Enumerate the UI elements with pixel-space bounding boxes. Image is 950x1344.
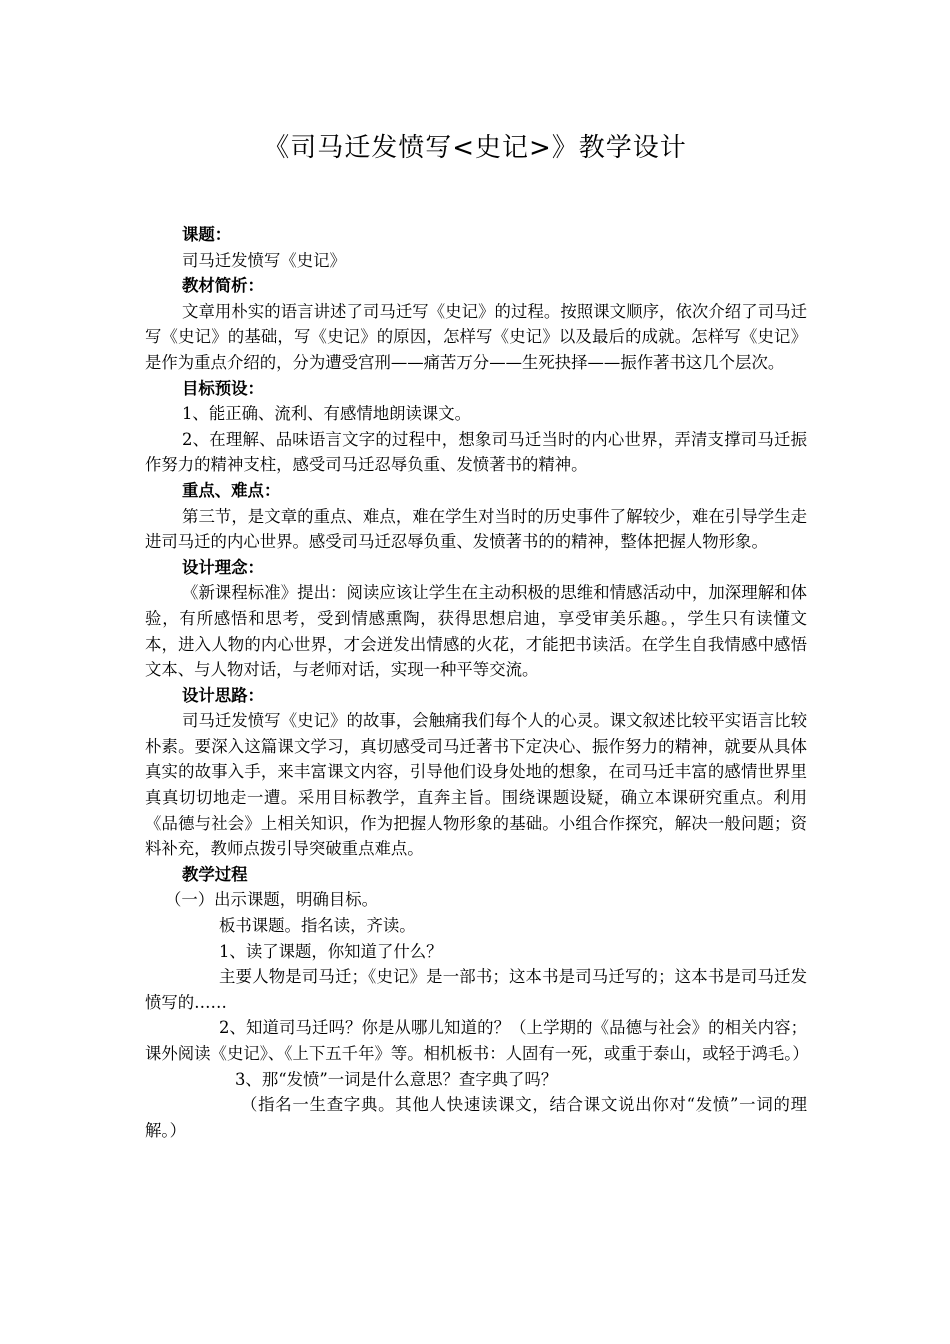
topic-heading: 课题： — [182, 225, 232, 244]
question-2: 2、知道司马迁吗？你是从哪儿知道的？（上学期的《品德与社会》的相关内容；课外阅读《史记》、《上下五千年》等。相机板书：人固有一死，或重于泰山，或轻于鸿毛。） — [145, 1018, 809, 1063]
goal-2: 2、在理解、品味语言文字的过程中，想象司马迁当时的内心世界，弄清支撑司马迁振作努力的精神支柱，感受司马迁忍辱负重、发愤著书的精神。 — [145, 429, 807, 475]
material-heading: 教材简析： — [182, 276, 264, 296]
material-text: 文章用朴实的语言讲述了司马迁写《史记》的过程。按照课文顺序，依次介绍了司马迁写《史记》的基础，写《史记》的原因，怎样写《史记》以及最后的成就。怎样写《史记》是作为重点介绍的，分为遭受宫刑——痛苦万分——生死抉择——振作著书这几个层次。 — [145, 301, 807, 372]
answer-1: 主要人物是司马迁；《史记》是一部书；这本书是司马迁写的；这本书是司马迁发愤写的…… — [145, 967, 807, 1012]
key-text: 第三节，是文章的重点、难点，难在学生对当时的历史事件了解较少，难在引导学生走进司马迁的内心世界。感受司马迁忍辱负重、发愤著书的的精神，整体把握人物形象。 — [145, 506, 807, 552]
document-title: 《司马迁发愤写<史记>》教学设计 — [263, 133, 687, 163]
process-heading: 教学过程 — [182, 864, 248, 884]
concept-heading: 设计理念： — [182, 557, 264, 577]
goals-heading: 目标预设： — [182, 378, 264, 398]
approach-text: 司马迁发愤写《史记》的故事，会触痛我们每个人的心灵。课文叙述比较平实语言比较朴素。要深入这篇课文学习，真切感受司马迁著书下定决心、振作努力的精神，就要从具体真实的故事入手，来丰富课文内容，引导他们设身处地的想象，在司马迁丰富的感情世界里真真切切地走一遭。采用目标教学，直奔主旨。围绕课题设疑，确立本课研究重点。利用《品德与社会》上相关知识，作为把握人物形象的基础。小组合作探究，解决一般问题；资料补充，教师点拨引导突破重点难点。 — [145, 711, 807, 859]
answer-3: （指名一生查字典。其他人快速读课文，结合课文说出你对“发愤”一词的理解。） — [145, 1095, 807, 1140]
document-body — [145, 222, 807, 1143]
concept-text: 《新课程标准》提出：阅读应该让学生在主动积极的思维和情感活动中，加深理解和体验，有所感悟和思考，受到情感熏陶，获得思想启迪，享受审美乐趣。，学生只有读懂文本，进入人物的内心世界，才会迸发出情感的火花，才能把书读活。在学生自我情感中感悟文本、与人物对话，与老师对话，实现一种平等交流。 — [145, 583, 807, 680]
question-3: 3、那“发愤”一词是什么意思？查字典了吗？ — [235, 1069, 558, 1089]
goal-1: 1、能正确、流利、有感情地朗读课文。 — [182, 404, 472, 424]
step-1a: 板书课题。指名读，齐读。 — [219, 916, 416, 936]
question-1: 1、读了课题，你知道了什么？ — [219, 941, 443, 961]
approach-heading: 设计思路： — [182, 685, 264, 705]
topic-text: 司马迁发愤写《史记》 — [182, 250, 346, 270]
step-1: （一）出示课题，明确目标。 — [165, 890, 379, 910]
key-heading: 重点、难点： — [182, 480, 281, 500]
